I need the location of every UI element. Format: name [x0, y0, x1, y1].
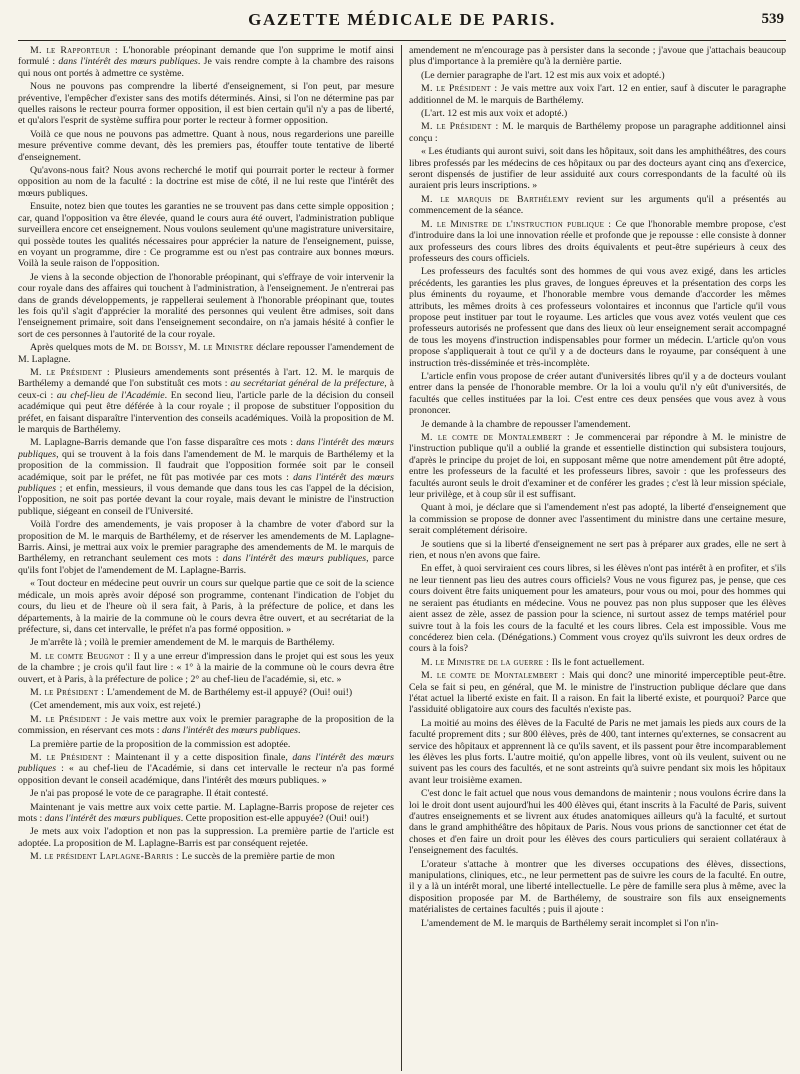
paragraph: Je mets aux voix l'adoption et non pas la suppression. La première partie de l'article est adoptée. La proposition de M. Laplagne-Barris est par conséquent rejetée.: [18, 826, 394, 849]
paragraph: Je viens à la seconde objection de l'honorable préopinant, qui s'effraye de voir intervenir la cour royale dans des affaires qui touchent à l'administration, à l'enseignement. Je n'entrerai pas dans de grands développements, je rappellerai seulement à l'honorable préopinant que, toutes les fois qu'il s'agit d'apprécier la moralité des personnes qui veulent être admises, soit dans l'enseignement primaire, soit dans l'enseignement secondaire, on n'a jamais hésité à confier le sort de ces personnes à l'autorité de la cour royale.: [18, 271, 394, 340]
speaker-name: M. le Ministre de la guerre :: [421, 656, 552, 668]
italic-quote: dans l'intérêt des mœurs publiques: [44, 813, 181, 824]
speaker-name: M. le comte de Montalembert :: [421, 670, 570, 682]
speaker-name: M. le comte Beugnot :: [30, 650, 134, 662]
paragraph: M. Laplagne-Barris demande que l'on fasse disparaître ces mots : dans l'intérêt des mœurs publiques, qui se trouvent à la fois dans l'amendement de M. le marquis de Barthélemy et la proposition de la commission. Il faudrait que l'opposition formée soit par le conseil académique, soit par le préfet, ne fût pas motivée par ces mots : dans l'intérêt des mœurs publiques ; et enfin, messieurs, il vous demande que dans tous les cas l'appel de la décision, l'opposition, ne soit pas portée devant la cour royale, mais devant le ministre de l'instruction publique, siégeant en conseil de l'Université.: [18, 437, 394, 517]
speaker-name: M. le Président :: [30, 686, 107, 698]
speaker-name: M. le Ministre: [188, 342, 254, 354]
italic-quote: dans l'intérêt des mœurs publiques: [58, 56, 198, 68]
paragraph: Nous ne pouvons pas comprendre la liberté d'enseignement, si l'on peut, par mesure préventive, l'empêcher d'exister sans des motifs déterminés. Ainsi, si l'on ne détermine pas par quelles raisons le recteur pourra former opposition, il est bien certain qu'il n'y a pas de liberté, et qu'alors l'esprit de système suffira pour porter le recteur à former opposition.: [18, 81, 394, 127]
paragraph: M. le Président : Maintenant il y a cette disposition finale, dans l'intérêt des mœurs publiques : « au chef-lieu de l'Académie, si dans cet intervalle le recteur n'a pas formé opposition devant le conseil académique, dans l'intérêt des mœurs publiques. »: [18, 751, 394, 786]
paragraph: Ensuite, notez bien que toutes les garanties ne se trouvent pas dans cette simple opposition ; car, quand l'opposition va être élevée, quand le cours aura été ouvert, l'administration publique surveillera encore cet enseignement. Nous voulons seulement qu'une magistrature universitaire, qui possède toutes les qualités nécessaires pour apprécier la nature de l'enseignement, puisse, en voyant un programme, dire : Ce programme est ou n'est pas contraire aux bonnes mœurs. Voilà la seule raison de l'opposition.: [18, 201, 394, 270]
paragraph: M. le comte Beugnot : Il y a une erreur d'impression dans le projet qui est sous les yeux de la chambre ; je crois qu'il faut lire : « 1° à la mairie de la commune où le cours devra être ouvert, et à Paris, à la préfecture de police ; 2° au chef-lieu de l'académie, si, etc. »: [18, 650, 394, 685]
speaker-name: M. le Président :: [421, 121, 503, 133]
paragraph: M. le comte de Montalembert : Je commencerai par répondre à M. le ministre de l'instruction publique qu'il a oublié la grande et essentielle distinction qui subsistera toujours, d'après le principe du projet de loi, en supposant même que notre amendement pût être adopté, entre les professeurs de la faculté et les professeurs libres, savoir : que les professeurs des facultés auront seuls le droit d'examiner et de conférer les grades ; c'est là leur mission spéciale, leur privilège, et à coup sûr il est suffisant.: [409, 432, 786, 501]
paragraph: En effet, à quoi serviraient ces cours libres, si les élèves n'ont pas intérêt à en profiter, et s'ils ne leur tiennent pas lieu des autres cours officiels? Vous ne vous figurez pas, je pense, que ces cours doivent être faits uniquement pour les amateurs, pour vous ou moi, pour des hommes qui ne seraient pas étudiants en médecine. Vous ne pouvez pas non plus supposer que les élèves aient assez de zèle, assez de passion pour la science, ni surtout assez de temps matériel pour suivre tout à la fois les cours de la faculté et les cours libres. Cela est impossible. Vous me concéderez bien cela. (Dénégations.) Comment vous croyez qu'ils suivront les deux ordres de cours à la fois?: [409, 563, 786, 655]
italic-quote: dans l'intérêt des mœurs publiques: [161, 725, 298, 737]
paragraph: Maintenant je vais mettre aux voix cette partie. M. Laplagne-Barris propose de rejeter ces mots : dans l'intérêt des mœurs publiques. Cette proposition est-elle appuyée? (Oui! oui!): [18, 801, 394, 824]
paragraph: « Tout docteur en médecine peut ouvrir un cours sur quelque partie que ce soit de la science médicale, un mois après avoir déposé son programme, contenant l'indication de l'objet du cours, du lieu et de l'heure où il sera fait, à Paris, à la préfecture de police, et dans les départements, à la mairie de la commune où le cours devra être ouvert, et au secrétariat de la préfecture, si, dans cet intervalle, le préfet n'a pas formé opposition. »: [18, 578, 394, 635]
paragraph: M. le Président : L'amendement de M. de Barthélemy est-il appuyé? (Oui! oui!): [30, 686, 353, 698]
text-columns: [18, 45, 786, 1071]
paragraph: Je m'arrête là ; voilà le premier amendement de M. le marquis de Barthélemy.: [30, 637, 335, 649]
paragraph: Je soutiens que si la liberté d'enseignement ne sert pas à préparer aux grades, elle ne sert à rien, et nous n'en avons que faire.: [409, 538, 786, 562]
paragraph: M. le président Laplagne-Barris : Le succès de la première partie de mon: [30, 851, 335, 863]
paragraph: (Cet amendement, mis aux voix, est rejeté.): [30, 700, 201, 712]
paragraph: Je demande à la chambre de repousser l'amendement.: [421, 418, 631, 430]
paragraph: La première partie de la proposition de la commission est adoptée.: [30, 738, 291, 750]
running-head: GAZETTE MÉDICALE DE PARIS.: [248, 10, 556, 29]
paragraph: L'amendement de M. le marquis de Barthélemy serait incomplet si l'on n'in-: [421, 917, 719, 929]
paragraph: M. le Président : Je vais mettre aux voix l'art. 12 en entier, sauf à discuter le paragraphe additionnel de M. le marquis de Barthélemy.: [409, 83, 786, 106]
paragraph: Qu'avons-nous fait? Nous avons recherché le motif qui pourrait porter le recteur à former opposition au nom de la faculté : la doctrine est mise de côté, il ne lui reste que l'intérêt des mœurs publiques.: [18, 165, 394, 199]
paragraph: Les professeurs des facultés sont des hommes de qui vous avez exigé, dans les articles précédents, les garanties les plus graves, de longues épreuves et la présentation des corps les plus éminents du royaume, et l'honorable membre vous demande d'accorder les mêmes attributs, les mêmes droits à ces professeurs volontaires et inconnus que l'article qu'il vous propose peut instituer par tout le royaume. Les articles que vous avez votés veulent que ces professeurs autorisés ne professent que dans des lieux où leur enseignement serait accompagné de tous les moyens d'instruction indispensables pour former un médecin. L'article qu'on vous propose s'appliquerait à tout ce qu'il y a de docteurs dans le royaume, par conséquent à une instruction très-disséminée et très-incomplète.: [409, 266, 786, 369]
paragraph: Voilà l'ordre des amendements, je vais proposer à la chambre de voter d'abord sur la proposition de M. le marquis de Barthélemy, et de réserver les amendements de M. Laplagne-Barris. Ainsi, je mettrai aux voix le premier paragraphe des amendements de M. le marquis de Barthélemy, en retranchant seulement ces mots : dans l'intérêt des mœurs publiques, parce qu'ils font l'objet de l'amendement de M. Laplagne-Barris.: [18, 519, 394, 576]
speaker-name: M. le Président :: [421, 83, 501, 95]
italic-quote: dans l'intérêt des mœurs publiques: [18, 751, 394, 775]
paragraph: M. le Président : Je vais mettre aux voix le premier paragraphe de la proposition de la commission, en réservant ces mots : dans l'intérêt des mœurs publiques.: [18, 713, 394, 737]
paragraph: M. le Ministre de la guerre : Ils le font actuellement.: [421, 656, 645, 668]
paragraph: L'article enfin vous propose de créer autant d'universités libres qu'il y a de docteurs voulant entrer dans la pensée de l'honorable membre. Or la loi a voulu qu'il n'y eût d'universités, de facultés que celles instituées par la loi. C'est entre ces deux pensées que vous avez à vous prononcer.: [409, 370, 786, 417]
paragraph: M. le Président : M. le marquis de Barthélemy propose un paragraphe additionnel ainsi conçu :: [409, 121, 786, 144]
speaker-name: M. le Président :: [30, 366, 115, 378]
paragraph: L'orateur s'attache à montrer que les diverses occupations des élèves, dissections, manipulations, cliniques, etc., ne leur permettent pas de suivre les cours de la faculté. En outre, il y a là un intérêt moral, une liberté intellectuelle. Le père de famille sera plus à même, avec la disposition proposée par M. de Barthélemy, de soustraire son fils aux enseignements matérialistes de certaines facultés ; puis il ajoute :: [409, 858, 786, 916]
italic-quote: au secrétariat général de la préfecture: [230, 378, 385, 390]
paragraph: La moitié au moins des élèves de la Faculté de Paris ne met jamais les pieds aux cours de la faculté proprement dits ; sur 800 élèves, près de 400, tant internes qu'externes, se consacrent au service des hôpitaux et apprennent là ce qu'ils savent, et ils passent pour être incomparablement les élèves les plus forts. L'autre moitié, qu'on appelle libres, vont où ils veulent, suivent ou ne suivent pas les cours des facultés, et ne sont astreints qu'à suivre pendant six mois les hôpitaux avant leur troisième examen.: [409, 717, 786, 786]
speaker-name: M. le marquis de Barthélemy: [421, 193, 570, 205]
paragraph: M. le Président : Plusieurs amendements sont présentés à l'art. 12. M. le marquis de Barthélemy a demandé que l'on substituât ces mots : au secrétariat général de la préfecture, à ceux-ci : au chef-lieu de l'Académie. En second lieu, l'article parle de la décision du conseil académique qui peut être déférée à la cour royale ; il propose de substituer l'opposition du préfet, en faisant disparaître l'intervention des conseils académiques. Voilà la proposition de M. le marquis de Barthélemy.: [18, 366, 394, 435]
italic-quote: dans l'intérêt des mœurs publiques: [18, 437, 394, 460]
paragraph: Après quelques mots de M. de Boissy, M. le Ministre déclare repousser l'amendement de M. Laplagne.: [18, 342, 394, 365]
paragraph: amendement ne m'encourage pas à persister dans la seconde ; j'avoue que j'attachais beaucoup plus d'importance à la première qu'à la dernière partie.: [409, 45, 786, 68]
paragraph: Voilà ce que nous ne pouvons pas admettre. Quant à nous, nous regarderions une pareille mesure préventive comme devant, dès les premiers pas, étouffer toute tentative de liberté d'enseignement.: [18, 128, 394, 163]
page-header: [18, 0, 786, 41]
paragraph: Quant à moi, je déclare que si l'amendement n'est pas adopté, la liberté d'enseignement que la commission se propose de donner avec l'assentiment du ministre dans une certaine mesure, serait complétement dérisoire.: [409, 502, 786, 537]
paragraph: M. le Ministre de l'instruction publique : Ce que l'honorable membre propose, c'est d'introduire dans la loi une innovation réelle et profonde que je repousse : elle consiste à donner aux professeurs des cours libres des droits équivalents et peut-être supérieurs à ceux des professeurs des cours officiels.: [409, 218, 786, 264]
paragraph: M. le Rapporteur : L'honorable préopinant demande que l'on supprime le motif ainsi formulé : dans l'intérêt des mœurs publiques. Je vais rendre compte à la chambre des raisons qui nous ont portés à admettre ce système.: [18, 45, 395, 79]
speaker-name: M. le Président :: [30, 751, 116, 763]
speaker-name: M. le comte de Montalembert :: [421, 432, 576, 443]
speaker-name: M. le Président :: [30, 713, 112, 725]
left-column: [18, 45, 402, 1071]
paragraph: M. le marquis de Barthélemy revient sur les arguments qu'il a présentés au commencement de la séance.: [409, 193, 786, 217]
paragraph: M. le comte de Montalembert : Mais qui donc? une minorité imperceptible peut-être. Cela se fait si peu, en général, que M. le ministre de l'instruction publique déclare que dans l'état actuel la liberté existe en fait. Il a raison. En fait la liberté existe, et pourquoi? Parce que l'assiduité obligatoire aux cours des facultés n'existe pas.: [409, 670, 786, 716]
paragraph: (L'art. 12 est mis aux voix et adopté.): [421, 108, 568, 120]
speaker-name: M. le Ministre de l'instruction publique :: [421, 218, 616, 230]
right-column: [402, 45, 786, 1071]
speaker-name: M. le Rapporteur :: [30, 45, 123, 56]
italic-quote: dans l'intérêt des mœurs publiques: [18, 471, 394, 495]
italic-quote: au chef-lieu de l'Académie: [56, 389, 165, 401]
speaker-name: M. de Boissy: [127, 342, 184, 354]
paragraph: Je n'ai pas proposé le vote de ce paragraphe. Il était contesté.: [30, 788, 269, 800]
paragraph: C'est donc le fait actuel que nous vous demandons de maintenir ; nous voulons écrire dans la loi le droit dont usent aujourd'hui les 400 élèves qui, étant inscrits à la Faculté de Paris, suivent d'autres enseignements et se livrent aux études anatomiques ailleurs qu'à la faculté, et surtout dans le grand amphithéâtre des hôpitaux de Paris. Nous vous prions de sanctionner cet état de choses et d'en faire un droit pour les élèves des cours particuliers qui seraient collatéraux à l'enseignement des facultés.: [409, 788, 786, 857]
paragraph: (Le dernier paragraphe de l'art. 12 est mis aux voix et adopté.): [421, 69, 665, 81]
speaker-name: M. le président Laplagne-Barris :: [30, 851, 182, 863]
paragraph: « Les étudiants qui auront suivi, soit dans les hôpitaux, soit dans les amphithéâtres, des cours libres professés par les médecins de ces hôpitaux ou par des docteurs ayant cinq ans d'exercice, seront dispensés de justifier de leur assiduité aux cours correspondants de la faculté où ils auraient pris leurs inscriptions. »: [409, 146, 786, 192]
italic-quote: dans l'intérêt des mœurs publiques: [222, 553, 367, 565]
page-number: 539: [761, 11, 784, 27]
